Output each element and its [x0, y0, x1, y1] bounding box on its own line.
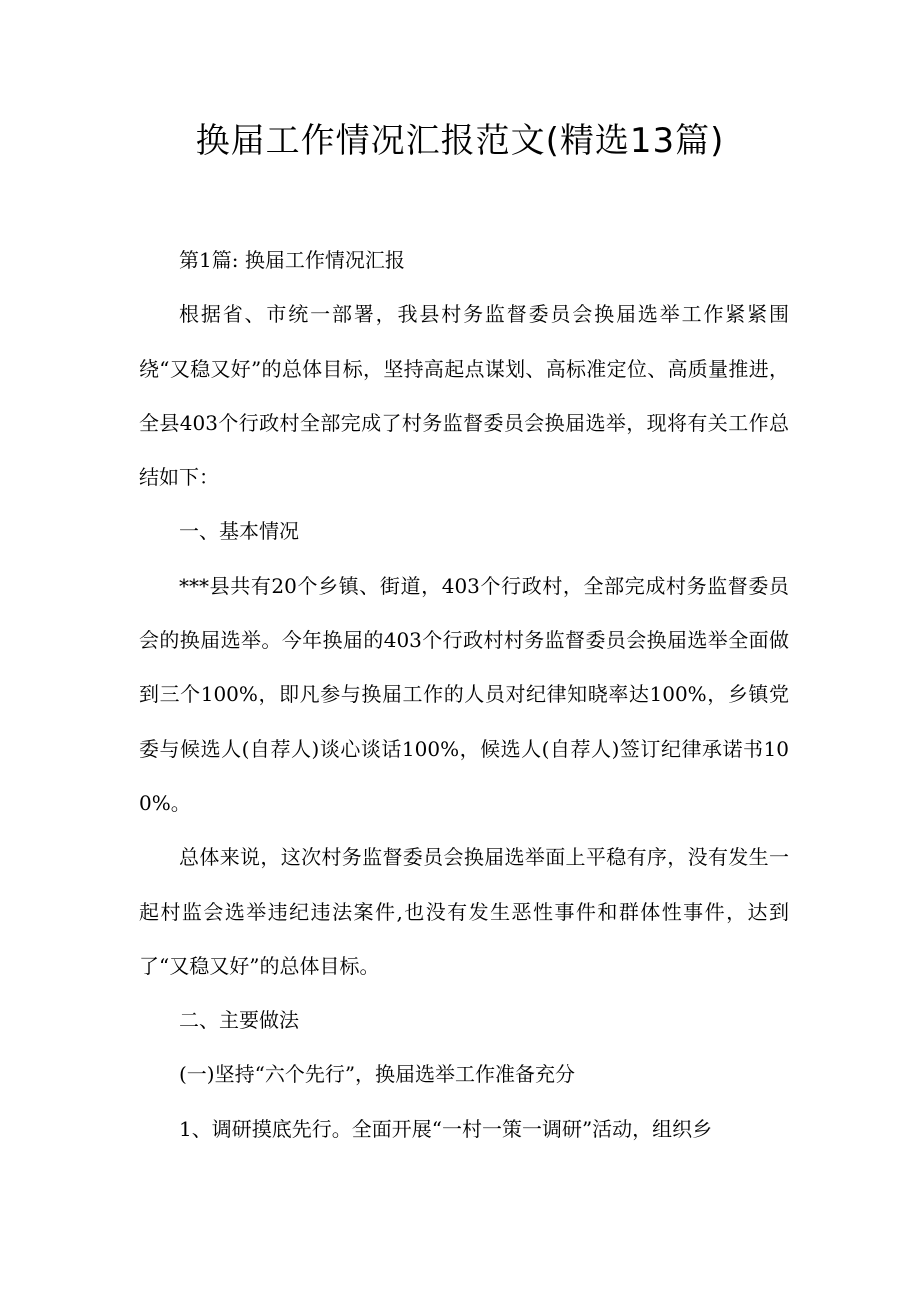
- section-heading-main-practices: 二、主要做法: [179, 1008, 299, 1033]
- document-body: [139, 233, 789, 1156]
- summary-paragraph: 总体来说，这次村务监督委员会换届选举面上平稳有序，没有发生一起村监会选举违纪违法案件,也没有发生恶性事件和群体性事件，达到了“又稳又好”的总体目标。: [139, 845, 789, 978]
- subsection-heading-six-first: (一)坚持“六个先行”，换届选举工作准备充分: [179, 1062, 576, 1087]
- basic-situation-paragraph: ***县共有20个乡镇、街道，403个行政村，全部完成村务监督委员会的换届选举。今年换届的403个行政村村务监督委员会换届选举全面做到三个100%，即凡参与换届工作的人员对纪律知晓率达100%，乡镇党委与候选人(自荐人)谈心谈话100%，候选人(自荐人)签订纪律承诺书100%。: [139, 573, 789, 815]
- item-research-first: 1、调研摸底先行。全面开展“一村一策一调研”活动，组织乡: [179, 1116, 713, 1141]
- section-heading-part-1: 第1篇: 换届工作情况汇报: [179, 248, 405, 272]
- intro-paragraph: 根据省、市统一部署，我县村务监督委员会换届选举工作紧紧围绕“又稳又好”的总体目标，坚持高起点谋划、高标准定位、高质量推进，全县403个行政村全部完成了村务监督委员会换届选举，现将有关工作总结如下：: [139, 302, 789, 490]
- section-heading-basic-situation: 一、基本情况: [179, 519, 299, 544]
- document-title: 换届工作情况汇报范文(精选13篇): [195, 121, 725, 161]
